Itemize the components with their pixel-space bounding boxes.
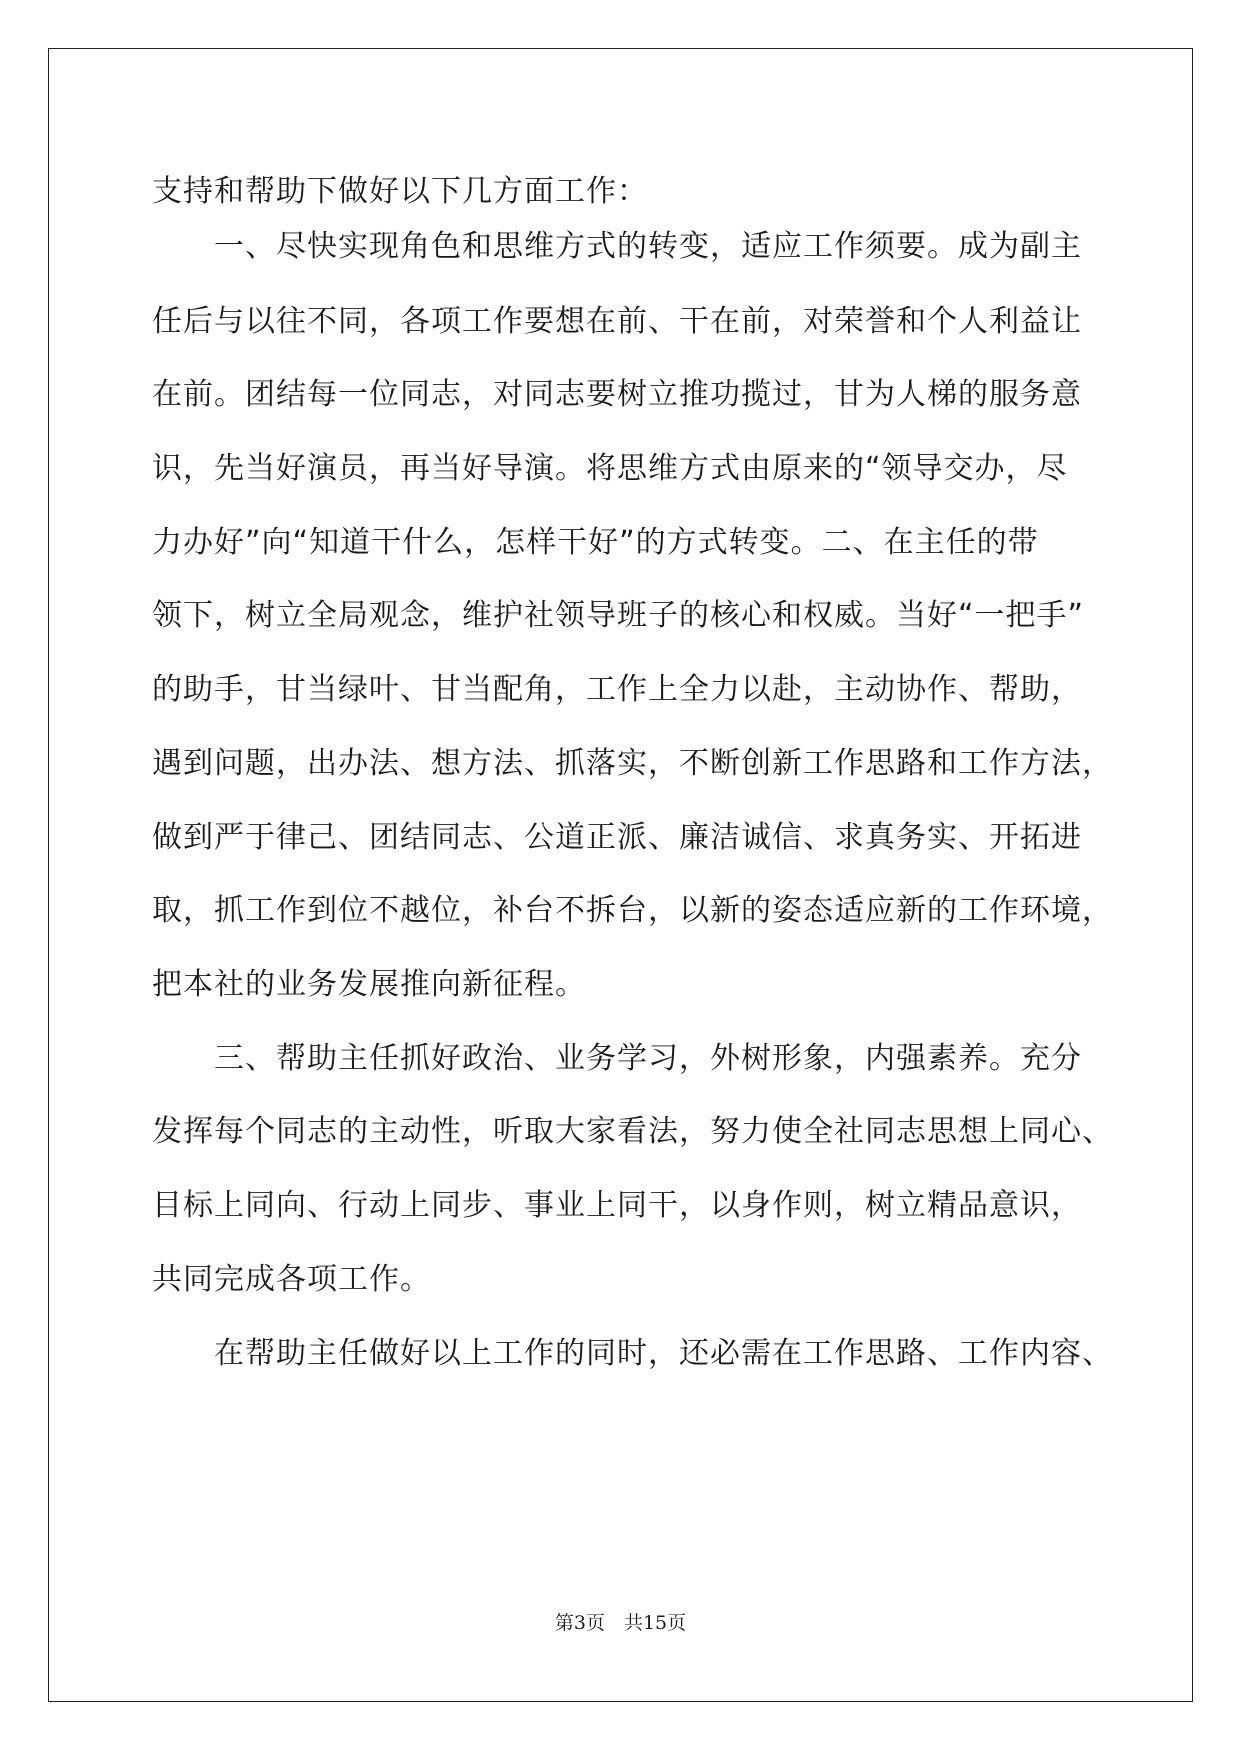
text-line: 领下，树立全局观念，维护社领导班子的核心和权威。当好“一把手” [152,598,1085,633]
text-line: 遇到问题，出办法、想方法、抓落实，不断创新工作思路和工作方法， [152,746,1113,781]
text-line: 取，抓工作到位不越位，补台不拆台，以新的姿态适应新的工作环境， [152,893,1113,928]
text-line: 三、帮助主任抓好政治、业务学习，外树形象，内强素养。充分 [152,1041,1082,1076]
text-line: 支持和帮助下做好以下几方面工作： [152,174,648,209]
text-line: 的助手，甘当绿叶、甘当配角，工作上全力以赴，主动协作、帮助， [152,672,1082,707]
text-line: 把本社的业务发展推向新征程。 [152,967,586,1002]
text-line: 在前。团结每一位同志，对同志要树立推功揽过，甘为人梯的服务意 [152,377,1082,412]
text-line: 任后与以往不同，各项工作要想在前、干在前，对荣誉和个人利益让 [152,304,1082,339]
text-line: 做到严于律己、团结同志、公道正派、廉洁诚信、求真务实、开拓进 [152,820,1082,855]
text-line: 发挥每个同志的主动性，听取大家看法，努力使全社同志思想上同心、 [152,1114,1113,1149]
text-line: 在帮助主任做好以上工作的同时，还必需在工作思路、工作内容、 [152,1336,1113,1371]
page-border [48,48,1193,1702]
page-number: 第3页 共15页 [554,1612,687,1634]
text-line: 识，先当好演员，再当好导演。将思维方式由原来的“领导交办，尽 [152,451,1068,486]
text-line: 力办好”向“知道干什么，怎样干好”的方式转变。二、在主任的带 [152,525,1039,560]
text-line: 共同完成各项工作。 [152,1262,431,1297]
text-line: 一、尽快实现角色和思维方式的转变，适应工作须要。成为副主 [152,229,1082,264]
text-line: 目标上同向、行动上同步、事业上同干，以身作则，树立精品意识， [152,1188,1082,1223]
